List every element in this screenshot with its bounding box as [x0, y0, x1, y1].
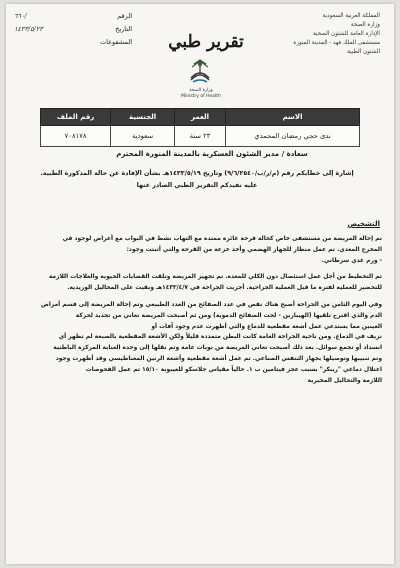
recipient: سعادة / مدير الشئون العسكرية بالمدينة المنورة	[145, 150, 308, 158]
letterhead-line: المملكة العربية السعودية	[322, 13, 380, 19]
header-name: الاسم	[226, 109, 360, 126]
reference-line-1: إشارة إلى خطابكم رقم (م/ر/ب/٩/٦/٢٥٤٠) وتاريخ ١٤٣٣/٥/١٩هـ بشأن الإفادة عن حالة المذكورة الطبية.	[40, 170, 354, 177]
body-line: المخرج المعدي. تم عمل منظار للجهاز الهضمي وأخذ خزعة من القرحة والتي أثبتت وجود:	[126, 246, 382, 253]
patient-file-number: ٧٠٨١٧٨	[41, 126, 111, 147]
letterhead-line: مستشفى الملك فهد - المدينة المنورة	[293, 40, 380, 46]
reference-paragraph	[16, 168, 378, 192]
body-line: انسداد أو تجمع سوائل. بعد ذلك أصبحت تعاني المريضة من نوبات عامة وتم نقلها إلى وحدة العناية المركزة الباطنية	[53, 345, 382, 352]
header-nationality: الجنسية	[111, 109, 175, 126]
number-label: الرقم	[117, 12, 132, 20]
body-line: تم إحالة المريضة من مستشفى خاص كحالة قرحة غائرة ممتدة مع التهاب نشط في البواب مع أعراض لوجود في	[62, 236, 382, 242]
reference-block	[14, 10, 132, 49]
letterhead-line: الشئون الطبية	[347, 49, 380, 55]
body-line: اللازمة والتحاليل المخبرية	[307, 377, 382, 384]
emblem-caption-english: Ministry of Health	[181, 94, 221, 99]
ministry-emblem-icon	[182, 56, 218, 86]
body-line: للتحضير للعملية لفترة ما قبل العملية الجراحية. أجريت الجراحة في ١٤٣٣/٤/٧هـ وبقيت على المحاليل الوريدية.	[67, 285, 382, 292]
header-age: العمر	[175, 109, 226, 126]
number-value: ٦٦٠/	[14, 12, 27, 20]
medical-report-page	[6, 4, 394, 564]
letterhead-arabic	[252, 12, 380, 57]
patient-name: ندى حجي رمضان المحمدي	[226, 126, 360, 147]
body-line: - ورم غدي سرطاني.	[321, 257, 382, 264]
patient-nationality: سعودية	[111, 126, 175, 147]
body-line: الدم والذي اقترح تلقيها (الهيبارين - لحث الصفائح الدموية) ومن ثم أصبحت المريضة تعاني من تحديد لحركة	[75, 312, 382, 319]
emblem-caption	[178, 88, 224, 100]
date-label: التاريخ	[115, 25, 132, 33]
body-line: اعتلال دماغي "رينكر" بسبب عجز فيتامين ب ١. حالياً مقياس جلاسكو للغيبوبة ١٥/١٠ تم عمل الفحوصات	[85, 366, 382, 373]
patient-age: ٢٣ سنة	[175, 126, 226, 147]
honorific: المحترم	[116, 150, 144, 158]
reference-line-2: عليه نفيدكم التقرير الطبي الصادر عنها	[136, 182, 258, 189]
date-value: ١٤٣٣/٥/٢٣	[14, 25, 43, 33]
table-row	[41, 126, 360, 147]
body-line: تم التخطيط من أجل عمل استئصال دون الكلي للمعدة. تم تجهيز المريضة وتلقت القضايات الحيوية والعلاجات اللازمة	[48, 274, 382, 281]
header-file-number: رقم الملف	[41, 109, 111, 126]
letterhead-line: وزارة الصحة	[350, 22, 380, 28]
body-line: نزيف في الدماغ. ومن ناحية الجراحة العامة كانت البطن متمددة قليلاً ولكن الأشعة المقطعية بالصبغة لم تظهر أي	[58, 334, 382, 341]
body-line: وتم تنبيبها وتوصيلها بجهاز التنفس الصناعي. تم عمل أشعة مقطعية وأشعة الرنين المغناطيسي وقد أظهرت وجود	[55, 355, 382, 362]
report-body	[16, 234, 382, 386]
page-title: تقرير طبي	[168, 32, 244, 52]
emblem-caption-arabic: وزارة الصحة	[189, 88, 213, 93]
letterhead-line: الإدارة العامة للشئون الصحية	[312, 31, 380, 37]
patient-info-table	[40, 108, 360, 147]
body-line: وفي اليوم الثامن من الجراحة أصبح هناك نقص في عدد الصفائح من العدد الطبيعي وتم إحالة المريضة إلى قسم أمراض	[40, 301, 382, 308]
diagnosis-heading: التشخيص	[347, 220, 380, 228]
attachments-label: المشفوعات	[100, 38, 132, 46]
body-line: العينين مما يستدعي عمل أشعة مقطعية للدماغ والتي أظهرت عدم وجود آفات أو	[151, 323, 382, 330]
greeting-line	[40, 150, 360, 158]
